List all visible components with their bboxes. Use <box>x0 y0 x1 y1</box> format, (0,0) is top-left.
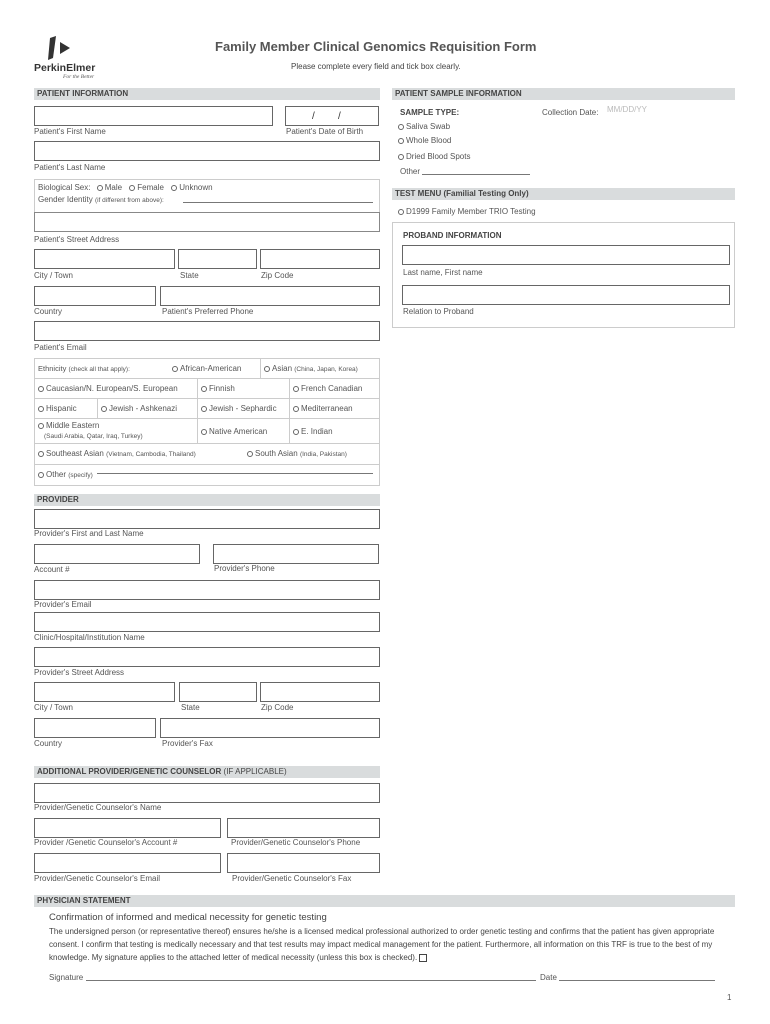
ethnicity-table <box>34 358 380 486</box>
proband-name-label: Last name, First name <box>403 268 483 277</box>
ethnicity-french-canadian: French Canadian <box>301 384 363 393</box>
form-title: Family Member Clinical Genomics Requisition Form <box>215 39 537 54</box>
counselor-email-label: Provider/Genetic Counselor's Email <box>34 874 161 883</box>
patient-zip-input[interactable] <box>260 249 380 269</box>
ethnicity-option[interactable] <box>235 444 381 464</box>
ethnicity-radio[interactable] <box>247 451 253 457</box>
gender-identity-row <box>38 195 164 204</box>
signature-line[interactable] <box>86 980 536 981</box>
ethnicity-option[interactable] <box>197 399 289 418</box>
ethnicity-middle-eastern-note: (Saudi Arabia, Qatar, Iraq, Turkey) <box>44 433 143 440</box>
ethnicity-asian: Asian <box>272 364 293 373</box>
sex-male-radio[interactable] <box>97 185 103 191</box>
counselor-header-note: (IF APPLICABLE) <box>223 767 287 776</box>
perkinelmer-logo-icon <box>48 36 76 60</box>
provider-street-input[interactable] <box>34 647 380 667</box>
collection-date-label: Collection Date: <box>542 108 599 117</box>
ethnicity-mediterranean: Mediterranean <box>301 404 353 413</box>
patient-dob-input[interactable] <box>285 106 379 126</box>
ethnicity-radio[interactable] <box>293 406 299 412</box>
ethnicity-african-american: African-American <box>180 364 242 373</box>
provider-clinic-label: Clinic/Hospital/Institution Name <box>34 633 145 642</box>
brand-name: PerkinElmer <box>34 62 96 74</box>
sample-dried-blood-option[interactable] <box>398 152 470 161</box>
sample-radio[interactable] <box>398 138 404 144</box>
patient-street-label: Patient's Street Address <box>34 235 120 244</box>
sample-saliva-label: Saliva Swab <box>406 122 451 131</box>
provider-fax-input[interactable] <box>160 718 380 738</box>
counselor-account-label: Provider /Genetic Counselor's Account # <box>34 838 178 847</box>
sample-saliva-option[interactable] <box>398 122 450 131</box>
sex-unknown-label: Unknown <box>179 183 213 192</box>
patient-phone-input[interactable] <box>160 286 380 306</box>
patient-city-input[interactable] <box>34 249 175 269</box>
ethnicity-e-indian: E. Indian <box>301 427 333 436</box>
ethnicity-radio[interactable] <box>172 366 178 372</box>
ethnicity-option[interactable] <box>97 399 197 418</box>
ethnicity-radio[interactable] <box>293 429 299 435</box>
gender-identity-note: (if different from above): <box>94 197 164 204</box>
ethnicity-option[interactable] <box>35 379 197 398</box>
provider-phone-label: Provider's Phone <box>214 564 275 573</box>
patient-country-label: Country <box>34 307 63 316</box>
patient-first-name-input[interactable] <box>34 106 273 126</box>
patient-state-label: State <box>180 271 199 280</box>
ethnicity-option[interactable] <box>35 465 381 485</box>
sample-type-label: SAMPLE TYPE: <box>400 108 460 117</box>
patient-dob-label: Patient's Date of Birth <box>286 127 364 136</box>
signature-label: Signature <box>49 973 84 982</box>
counselor-fax-input[interactable] <box>227 853 380 873</box>
patient-email-input[interactable] <box>34 321 380 341</box>
provider-header: PROVIDER <box>34 494 380 506</box>
ethnicity-southeast-asian-note: (Vietnam, Cambodia, Thailand) <box>106 451 196 458</box>
proband-relation-label: Relation to Proband <box>403 307 474 316</box>
proband-name-input[interactable] <box>402 245 730 265</box>
sex-male-label: Male <box>104 183 123 192</box>
brand-tagline: For the Better <box>63 74 95 80</box>
ethnicity-south-asian-note: (India, Pakistan) <box>299 451 347 458</box>
provider-clinic-input[interactable] <box>34 612 380 632</box>
provider-city-label: City / Town <box>34 703 73 712</box>
ethnicity-option[interactable] <box>289 419 381 443</box>
provider-country-input[interactable] <box>34 718 156 738</box>
patient-first-name-label: Patient's First Name <box>34 127 106 136</box>
form-subtitle: Please complete every field and tick box clearly. <box>291 62 461 71</box>
ethnicity-radio[interactable] <box>201 429 207 435</box>
provider-zip-input[interactable] <box>260 682 380 702</box>
dob-separator: / <box>338 111 341 122</box>
proband-relation-input[interactable] <box>402 285 730 305</box>
counselor-phone-input[interactable] <box>227 818 380 838</box>
ethnicity-label: Ethnicity <box>38 364 67 373</box>
ethnicity-option[interactable] <box>289 379 381 398</box>
provider-phone-input[interactable] <box>213 544 379 564</box>
patient-city-label: City / Town <box>34 271 73 280</box>
ethnicity-radio[interactable] <box>38 472 44 478</box>
counselor-phone-label: Provider/Genetic Counselor's Phone <box>231 838 361 847</box>
sample-other-label: Other <box>400 167 421 176</box>
ethnicity-row <box>35 465 379 485</box>
ethnicity-other-line[interactable] <box>97 473 373 474</box>
ethnicity-option[interactable] <box>289 399 381 418</box>
ethnicity-note: (check all that apply): <box>68 366 130 373</box>
page-number: 1 <box>727 993 732 1002</box>
patient-country-input[interactable] <box>34 286 156 306</box>
sample-dried-blood-label: Dried Blood Spots <box>406 152 471 161</box>
patient-info-header: PATIENT INFORMATION <box>34 88 380 100</box>
ethnicity-caucasian: Caucasian/N. European/S. European <box>46 384 178 393</box>
provider-name-input[interactable] <box>34 509 380 529</box>
patient-last-name-label: Patient's Last Name <box>34 163 106 172</box>
ethnicity-radio[interactable] <box>201 386 207 392</box>
provider-email-label: Provider's Email <box>34 600 92 609</box>
counselor-name-label: Provider/Genetic Counselor's Name <box>34 803 162 812</box>
ethnicity-radio[interactable] <box>101 406 107 412</box>
letter-exception-checkbox[interactable] <box>419 954 427 962</box>
ethnicity-option[interactable] <box>260 359 381 378</box>
ethnicity-jewish-ashkenazi: Jewish - Ashkenazi <box>109 404 178 413</box>
physician-heading: Confirmation of informed and medical necessity for genetic testing <box>49 912 327 923</box>
counselor-header <box>34 766 380 778</box>
ethnicity-option[interactable] <box>197 379 289 398</box>
sex-female-radio[interactable] <box>129 185 135 191</box>
sample-radio[interactable] <box>398 124 404 130</box>
sample-whole-blood-label: Whole Blood <box>406 136 452 145</box>
provider-street-label: Provider's Street Address <box>34 668 125 677</box>
ethnicity-option[interactable] <box>197 419 289 443</box>
collection-date-input[interactable]: MM/DD/YY <box>607 105 647 114</box>
ethnicity-jewish-sephardic: Jewish - Sephardic <box>209 404 277 413</box>
test-trio-label: D1999 Family Member TRIO Testing <box>406 207 536 216</box>
patient-email-label: Patient's Email <box>34 343 87 352</box>
ethnicity-south-asian: South Asian <box>255 449 298 458</box>
counselor-fax-label: Provider/Genetic Counselor's Fax <box>232 874 352 883</box>
proband-header: PROBAND INFORMATION <box>403 231 502 240</box>
provider-state-input[interactable] <box>179 682 257 702</box>
ethnicity-radio[interactable] <box>264 366 270 372</box>
provider-name-label: Provider's First and Last Name <box>34 529 144 538</box>
sample-whole-blood-option[interactable] <box>398 136 451 145</box>
counselor-email-input[interactable] <box>34 853 221 873</box>
physician-body: The undersigned person (or representative thereof) ensures he/she is a licensed medical professional authorized to order genetic testing and confirms that the patient has given appropriate consent. I confirm that testing is medically necessary and that test results may impact medical management for the patient. Furthermore, all information on this TRF is true to the best of my knowledge. My signature applies to the attached letter of medical necessity (unless this box is checked). <box>49 927 715 962</box>
ethnicity-option[interactable] <box>35 444 235 464</box>
provider-country-label: Country <box>34 739 63 748</box>
sex-female-label: Female <box>137 183 164 192</box>
provider-account-label: Account # <box>34 565 70 574</box>
counselor-name-input[interactable] <box>34 783 380 803</box>
ethnicity-row <box>35 399 379 419</box>
patient-state-input[interactable] <box>178 249 257 269</box>
ethnicity-southeast-asian: Southeast Asian <box>46 449 104 458</box>
provider-city-input[interactable] <box>34 682 175 702</box>
biological-sex-row <box>38 183 213 192</box>
test-menu-header: TEST MENU (Familial Testing Only) <box>392 188 735 200</box>
biological-sex-label: Biological Sex: <box>38 183 91 192</box>
test-trio-option[interactable] <box>398 207 536 216</box>
date-label: Date <box>540 973 557 982</box>
dob-separator: / <box>312 111 315 122</box>
ethnicity-other: Other <box>46 470 67 479</box>
gender-identity-line[interactable] <box>183 202 373 203</box>
ethnicity-option[interactable] <box>35 399 97 418</box>
date-line[interactable] <box>559 980 715 981</box>
ethnicity-label-cell <box>35 359 169 378</box>
ethnicity-row <box>35 419 379 444</box>
gender-identity-label: Gender Identity <box>38 195 93 204</box>
ethnicity-native-american: Native American <box>209 427 268 436</box>
sex-unknown-radio[interactable] <box>171 185 177 191</box>
ethnicity-asian-note: (China, Japan, Korea) <box>294 366 358 373</box>
patient-last-name-input[interactable] <box>34 141 380 161</box>
physician-statement <box>49 925 729 964</box>
counselor-account-input[interactable] <box>34 818 221 838</box>
ethnicity-row <box>35 444 379 465</box>
ethnicity-row <box>35 379 379 399</box>
provider-state-label: State <box>181 703 200 712</box>
ethnicity-option[interactable] <box>169 359 259 378</box>
patient-phone-label: Patient's Preferred Phone <box>162 307 254 316</box>
patient-zip-label: Zip Code <box>261 271 294 280</box>
ethnicity-middle-eastern: Middle Eastern <box>46 421 100 430</box>
provider-fax-label: Provider's Fax <box>162 739 213 748</box>
ethnicity-radio[interactable] <box>38 386 44 392</box>
sample-radio[interactable] <box>398 154 404 160</box>
ethnicity-other-note: (specify) <box>68 472 93 479</box>
patient-street-input[interactable] <box>34 212 380 232</box>
physician-header: PHYSICIAN STATEMENT <box>34 895 735 907</box>
ethnicity-radio[interactable] <box>201 406 207 412</box>
ethnicity-hispanic: Hispanic <box>46 404 77 413</box>
ethnicity-radio[interactable] <box>38 451 44 457</box>
provider-email-input[interactable] <box>34 580 380 600</box>
sample-other-line[interactable] <box>422 174 530 175</box>
ethnicity-option[interactable] <box>35 419 197 443</box>
ethnicity-radio[interactable] <box>38 406 44 412</box>
provider-account-input[interactable] <box>34 544 200 564</box>
ethnicity-finnish: Finnish <box>209 384 235 393</box>
ethnicity-radio[interactable] <box>38 423 44 429</box>
test-radio[interactable] <box>398 209 404 215</box>
provider-zip-label: Zip Code <box>261 703 294 712</box>
counselor-header-title: ADDITIONAL PROVIDER/GENETIC COUNSELOR <box>37 767 222 776</box>
ethnicity-row <box>35 359 379 379</box>
sample-info-header: PATIENT SAMPLE INFORMATION <box>392 88 735 100</box>
ethnicity-radio[interactable] <box>293 386 299 392</box>
